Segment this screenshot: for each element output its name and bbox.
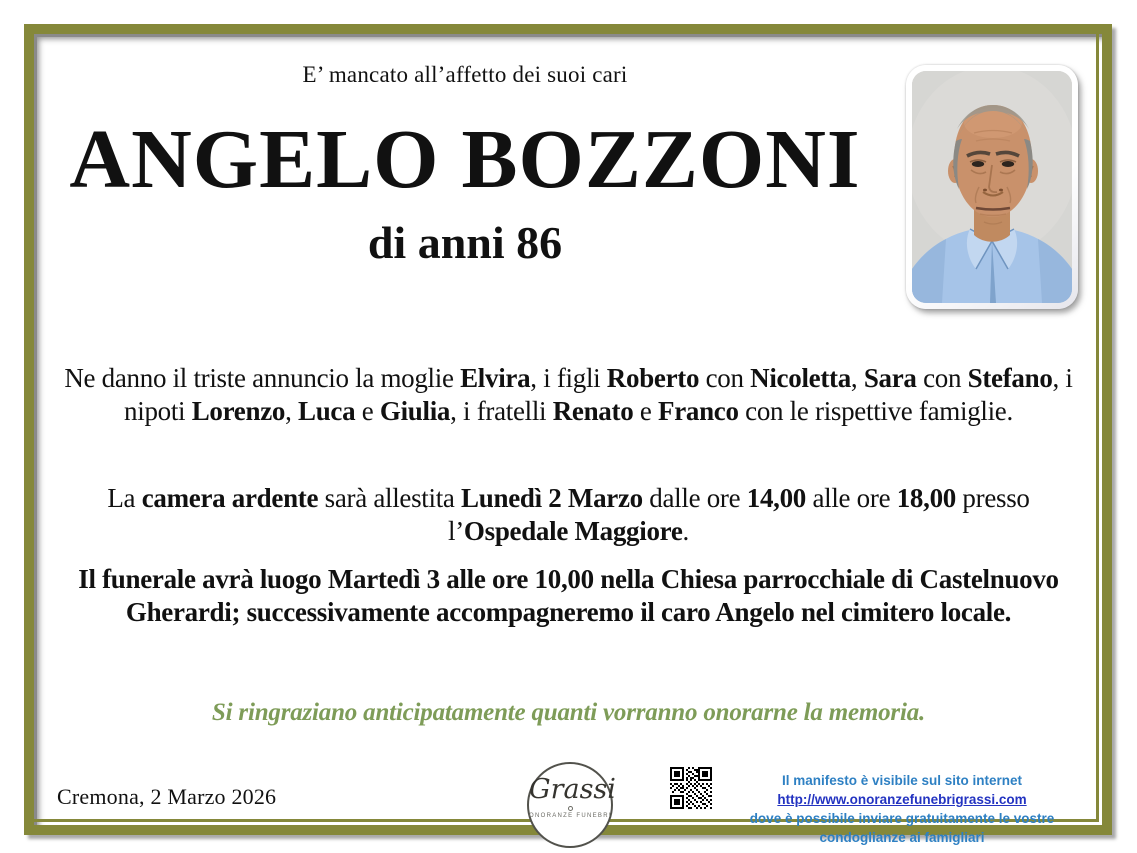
text-segment: Renato (552, 396, 634, 426)
deceased-name: ANGELO BOZZONI (69, 113, 861, 206)
text-segment: , i nipoti (124, 363, 1073, 426)
logo-dot-ornament-icon (568, 806, 573, 811)
text-segment: Lorenzo (191, 396, 286, 426)
logo-subtitle: ONORANZE FUNEBRI (529, 813, 612, 819)
text-segment: 14,00 (746, 483, 807, 513)
thanks-line: Si ringraziano anticipatamente quanti vorranno onorarne la memoria. (211, 699, 926, 726)
text-segment: sarà allestita (318, 483, 462, 513)
funeral-home-logo (527, 762, 616, 848)
text-segment: con le rispettive famiglie. (738, 396, 1013, 426)
text-segment: Il funerale avrà luogo Martedì 3 alle ore 10,00 nella Chiesa parrocchiale di Castelnuovo Gherardi; successivamente accompagneremo il caro Angelo nel cimitero locale. (78, 564, 1059, 627)
text-segment: Luca (298, 396, 356, 426)
text-segment: Franco (658, 396, 739, 426)
text-segment: Stefano (967, 363, 1053, 393)
age-line: di anni 86 (367, 217, 563, 268)
text-segment: Ospedale Maggiore (463, 516, 683, 546)
logo-name: Grassi (529, 774, 616, 805)
header-column (40, 40, 890, 269)
text-segment: e (355, 396, 380, 426)
text-segment: Ne danno il triste annuncio la moglie (64, 363, 461, 393)
text-segment: , i fratelli (450, 396, 553, 426)
text-segment: , i figli (530, 363, 607, 393)
text-segment: e (633, 396, 658, 426)
text-segment: con (916, 363, 968, 393)
website-note-line2: dove è possibile inviare gratuitamente le vostre condoglianze ai famigliari (749, 811, 1055, 845)
website-note (722, 771, 1082, 847)
text-segment: con (699, 363, 751, 393)
wake-paragraph (60, 482, 1077, 548)
text-segment: . (682, 516, 689, 546)
portrait-illustration (912, 71, 1072, 303)
text-segment: , (285, 396, 298, 426)
qr-code-icon (670, 767, 712, 809)
funeral-paragraph (60, 563, 1077, 629)
portrait-frame (906, 65, 1078, 309)
text-segment: 18,00 (896, 483, 956, 513)
text-segment: Il manifesto è visibile sul sito internet (781, 773, 1023, 788)
text-segment: Nicoletta (750, 363, 851, 393)
text-segment: Lunedì 2 Marzo (461, 483, 643, 513)
family-paragraph (60, 362, 1077, 428)
text-segment: Elvira (460, 363, 531, 393)
website-note-line1 (722, 771, 1082, 809)
text-segment: Roberto (606, 363, 700, 393)
text-segment: presso l’ (448, 483, 1030, 546)
text-segment: , (850, 363, 864, 393)
text-segment: alle ore (806, 483, 897, 513)
portrait-photo (912, 71, 1072, 303)
text-segment: Sara (863, 363, 917, 393)
website-link[interactable]: http://www.onoranzefunebrigrassi.com (777, 792, 1027, 807)
text-segment: La (107, 483, 142, 513)
text-segment: dalle ore (642, 483, 747, 513)
intro-line: E’ mancato all’affetto dei suoi cari (302, 62, 628, 87)
dateline: Cremona, 2 Marzo 2026 (57, 784, 277, 809)
text-segment: Giulia (379, 396, 451, 426)
text-segment: camera ardente (141, 483, 319, 513)
